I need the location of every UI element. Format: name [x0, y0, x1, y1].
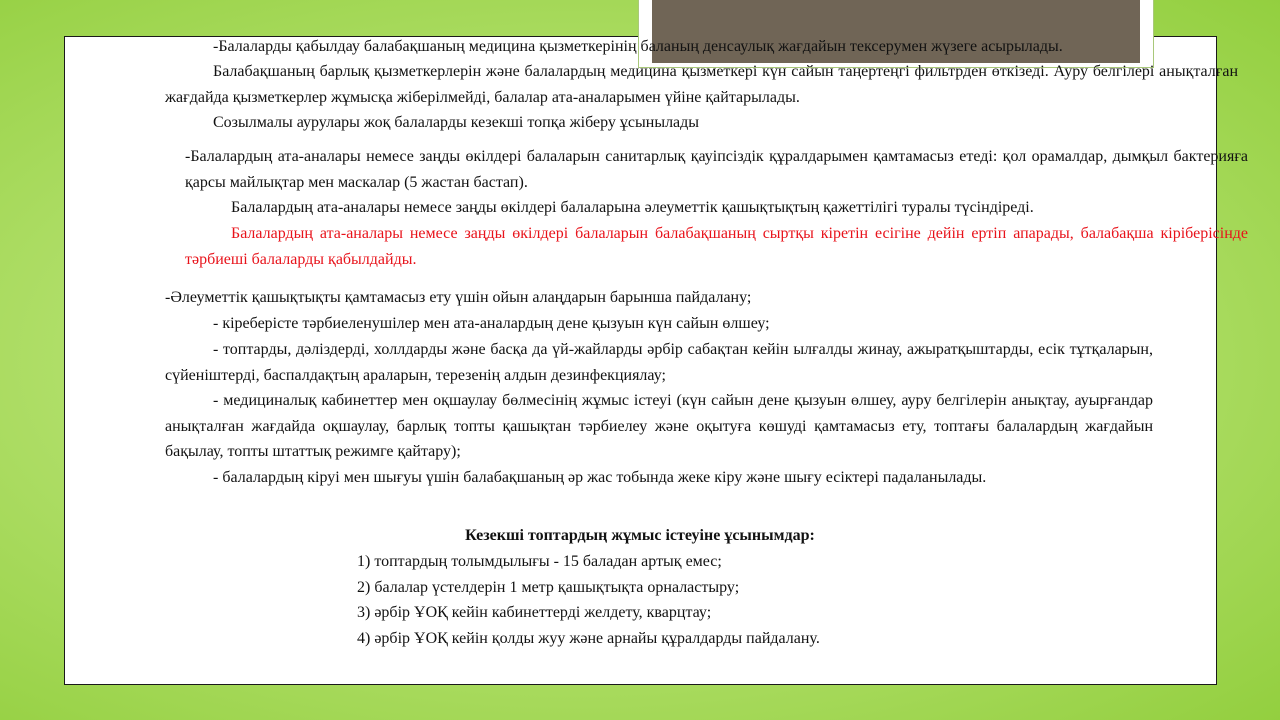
morning-filter-paragraph: Балабақшаның барлық қызметкерлерін және балалардың медицина қызметкері күн сайын таңертеңгі фильтрден өткізеді. Ауру белгілері анықталған жағдайда қызметкерлер жұмысқа жіберілмейді, балалар ата-аналарымен үйіне қайтарылады. [165, 63, 1238, 106]
playground-line: -Әлеуметтік қашықтықты қамтамасыз ету үшін ойын алаңдарын барынша пайдалану; [165, 289, 752, 306]
parents-distance-line: Балалардың ата-аналары немесе заңды өкілдері балаларына әлеуметтік қашықтықтың қажеттілігі туралы түсіндіреді. [231, 199, 1034, 216]
recommendation-item-4: 4) әрбір ҰОҚ кейін қолды жуу және арнайы құралдарды пайдалану. [357, 630, 820, 647]
parents-sanitary-paragraph: -Балалардың ата-аналары немесе заңды өкілдері балаларын санитарлық қауіпсіздік құралдарымен қамтамасыз етеді: қол орамалдар, дымқыл бактерияға қарсы майлықтар мен маскалар (5 жастан бастап). [185, 148, 1248, 191]
entry-exit-line: - балалардың кіруі мен шығуы үшін балабақшаның әр жас тобында жеке кіру және шығу есіктері падаланылады. [213, 469, 987, 486]
parents-entrance-paragraph: Балалардың ата-аналары немесе заңды өкілдері балаларын балабақшаның сыртқы кіретін есігіне дейін ертіп апарады, балабақша кіріберісінде тәрбиеші балаларды қабылдайды. [185, 225, 1248, 268]
cleaning-paragraph: - топтарды, дәліздерді, холлдарды және басқа да үй-жайларды әрбір сабақтан кейін ылғалды жинау, ажыратқыштарды, есік тұтқаларын, сүйеніштерді, баспалдақтың араларын, терезенің алдын дезинфекциялау; [165, 341, 1153, 384]
temperature-check-line: - кіреберісте тәрбиеленушілер мен ата-аналардың дене қызуын күн сайын өлшеу; [213, 315, 770, 332]
recommendation-item-1: 1) топтардың толымдылығы - 15 баладан артық емес; [357, 553, 722, 570]
medical-cabinet-paragraph: - медициналық кабинеттер мен оқшаулау бөлмесінің жұмыс істеуі (күн сайын дене қызуын өлшеу, ауру белгілерін анықтау, ауырғандар анықталған жағдайда оқшаулау, барлық топты қашықтан тәрбиелеу және оқытуға көшуді қамтамасыз ету, топтағы балалардың жағдайын бақылау, топты штаттық режимге қайтару); [165, 392, 1153, 461]
admission-check-line: -Балаларды қабылдау балабақшаның медицина қызметкерінің баланың денсаулық жағдайын тексерумен жүзеге асырылады. [213, 38, 1063, 55]
duty-group-line: Созылмалы аурулары жоқ балаларды кезекші топқа жіберу ұсынылады [213, 114, 700, 131]
recommendations-heading: Кезекші топтардың жұмыс істеуіне ұсынымдар: [465, 527, 815, 544]
recommendation-item-2: 2) балалар үстелдерін 1 метр қашықтықта орналастыру; [357, 579, 740, 596]
recommendation-item-3: 3) әрбір ҰОҚ кейін кабинеттерді желдету, кварцтау; [357, 604, 712, 621]
